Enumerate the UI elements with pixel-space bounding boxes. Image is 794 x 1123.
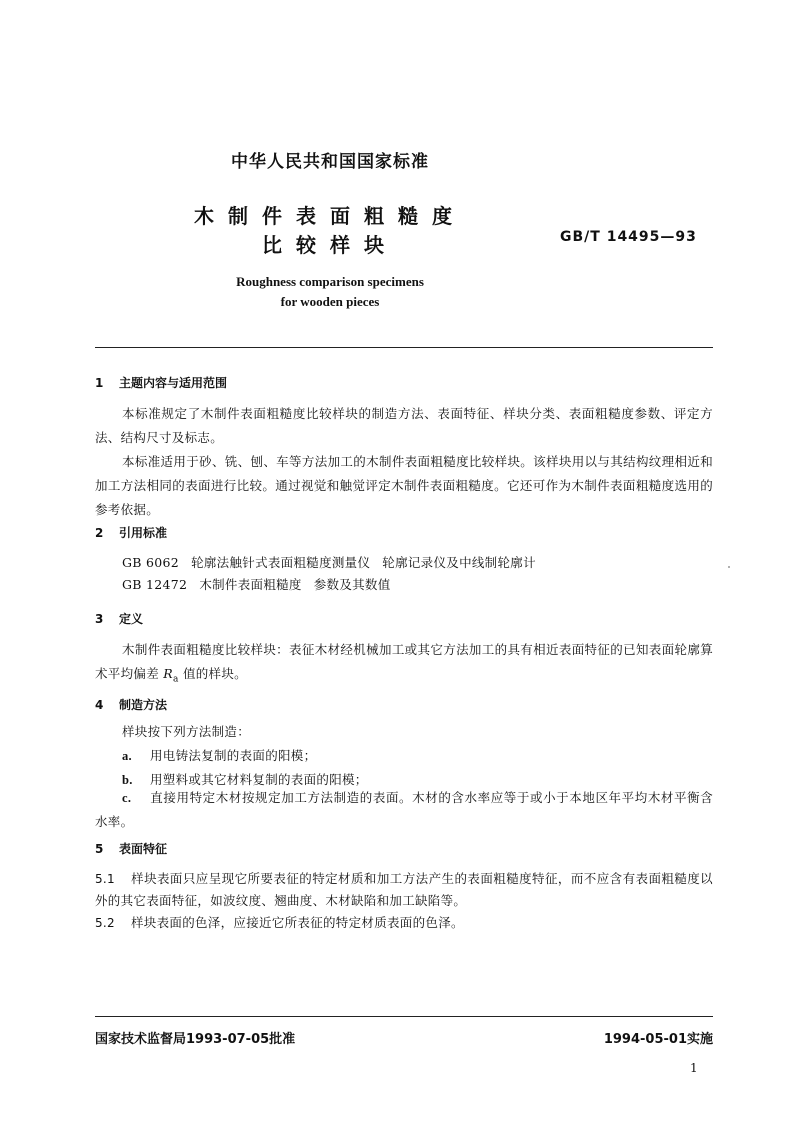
- method-item-c: [95, 786, 713, 834]
- reference-name: 木制件表面粗糙度: [199, 577, 302, 592]
- clause-5-1: [95, 868, 713, 912]
- item-text: 用电铸法复制的表面的阳模；: [150, 748, 317, 763]
- footer-divider: [95, 1016, 713, 1017]
- scan-speck: [728, 566, 730, 568]
- section-number: 2: [95, 526, 104, 540]
- reference-item: [122, 575, 391, 595]
- clause-number: 5.2: [95, 916, 115, 930]
- header-divider: [95, 347, 713, 348]
- document-title-line2: 比较样块: [262, 233, 398, 257]
- clause-text: 样块表面的色泽，应接近它所表征的特定材质表面的色泽。: [131, 915, 464, 930]
- section-number: 5: [95, 842, 104, 856]
- definition-paragraph: [95, 638, 713, 692]
- item-text: 直接用特定木材按规定加工方法制造的表面。木材的含水率应等于或小于本地区年平均木材平衡含水率。: [95, 790, 713, 829]
- section-title: 定义: [119, 612, 144, 626]
- approval-date: 国家技术监督局1993-07-05批准: [95, 1032, 296, 1047]
- reference-code: GB 12472: [122, 577, 188, 592]
- section-1-heading: [95, 374, 227, 391]
- method-item-a: [122, 746, 316, 764]
- page-number: 1: [690, 1061, 698, 1075]
- national-standard-heading: 中华人民共和国国家标准: [231, 152, 429, 172]
- effective-date: 1994-05-01实施: [603, 1032, 713, 1047]
- clause-text: 样块表面只应呈现它所要表征的特定材质和加工方法产生的表面粗糙度特征，而不应含有表面粗糙度以外的其它表面特征，如波纹度、翘曲度、木材缺陷和加工缺陷等。: [95, 871, 713, 908]
- section-title: 制造方法: [119, 698, 168, 712]
- clause-number: 5.1: [95, 872, 115, 886]
- reference-item: [122, 553, 536, 573]
- roughness-symbol: R: [163, 666, 173, 681]
- definition-text: 木制件表面粗糙度比较样块：表征木材经机械加工或其它方法加工的具有相近表面特征的已知表面轮廓算术平均偏差: [95, 642, 713, 681]
- section-title: 表面特征: [119, 842, 168, 856]
- document-title-line1: 木制件表面粗糙度: [194, 204, 466, 228]
- section-number: 3: [95, 612, 104, 626]
- section-title: 主题内容与适用范围: [119, 376, 228, 390]
- english-title-line1: Roughness comparison specimens: [236, 274, 424, 289]
- reference-name: 轮廓法触针式表面粗糙度测量仪: [191, 555, 371, 570]
- method-intro: 样块按下列方法制造：: [122, 724, 251, 739]
- english-title-line2: for wooden pieces: [280, 294, 380, 309]
- section-1-paragraph-2: 本标准适用于砂、铣、刨、车等方法加工的木制件表面粗糙度比较样块。该样块用以与其结构纹理相近和加工方法相同的表面进行比较。通过视觉和触觉评定木制件表面粗糙度。它还可作为木制件表面粗糙度选用的参考依据。: [95, 454, 713, 517]
- item-text: 用塑料或其它材料复制的表面的阳模；: [150, 772, 368, 787]
- reference-code: GB 6062: [122, 555, 180, 570]
- section-number: 4: [95, 698, 104, 712]
- clause-5-2: [95, 912, 713, 934]
- item-label: a.: [122, 749, 132, 763]
- item-label: c.: [122, 791, 132, 805]
- section-2-heading: [95, 524, 167, 541]
- roughness-symbol-subscript: a: [173, 674, 179, 685]
- standard-number: GB/T 14495—93: [560, 229, 697, 245]
- section-5-heading: [95, 840, 167, 857]
- section-4-heading: [95, 696, 167, 713]
- section-number: 1: [95, 376, 104, 390]
- definition-text-end: 值的样块。: [178, 666, 247, 681]
- reference-extra: 轮廓记录仪及中线制轮廓计: [382, 555, 536, 570]
- section-title: 引用标准: [119, 526, 168, 540]
- item-label: b.: [122, 773, 133, 787]
- section-3-heading: [95, 610, 143, 627]
- reference-extra: 参数及其数值: [313, 577, 391, 592]
- section-1-paragraph-1: 本标准规定了木制件表面粗糙度比较样块的制造方法、表面特征、样块分类、表面粗糙度参数、评定方法、结构尺寸及标志。: [95, 406, 713, 445]
